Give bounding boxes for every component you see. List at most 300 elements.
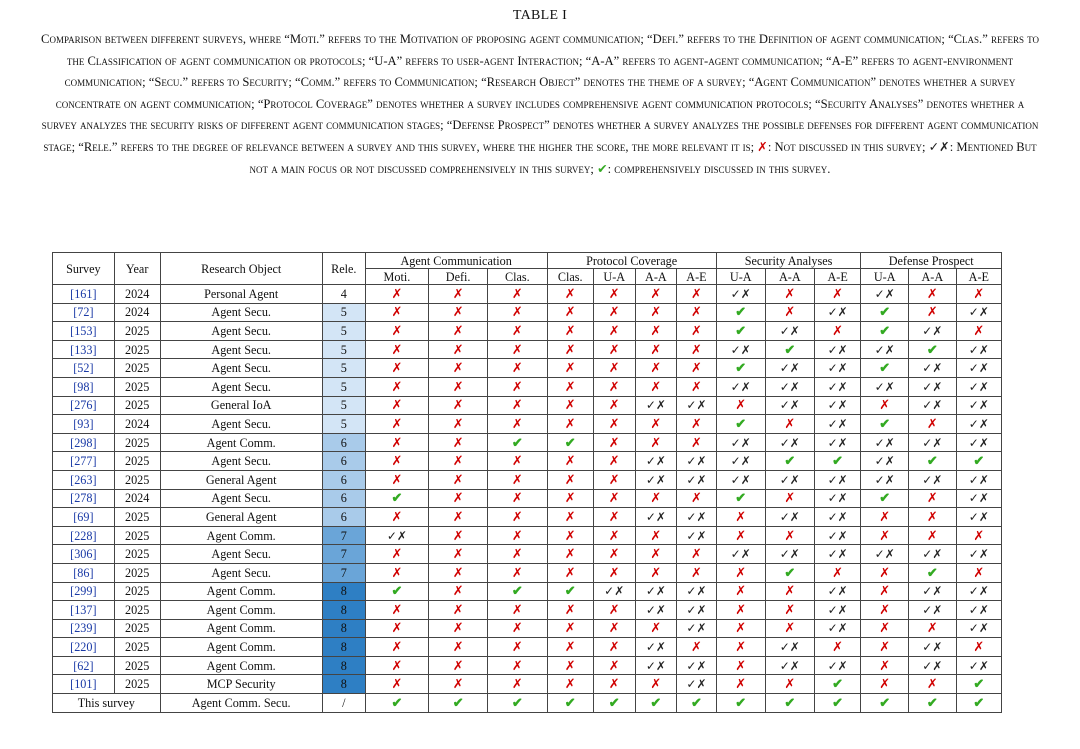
- comprehensive-mark: ✔: [511, 694, 523, 710]
- comprehensive-mark: ✔: [735, 490, 747, 506]
- mark-cell: [814, 545, 861, 564]
- not-discussed-mark: ✗: [832, 564, 844, 580]
- mark-cell: [547, 619, 593, 638]
- mark-cell: [429, 470, 488, 489]
- year-cell: 2025: [114, 322, 160, 341]
- mentioned-mark: ✓✗: [968, 416, 989, 431]
- mark-cell: [765, 508, 814, 527]
- not-discussed-mark: ✗: [926, 508, 938, 524]
- table-row: [53, 285, 1002, 304]
- survey-ref-link[interactable]: [133]: [53, 340, 115, 359]
- survey-ref-link[interactable]: [299]: [53, 582, 115, 601]
- not-discussed-mark: ✗: [391, 378, 403, 394]
- mentioned-mark: ✓✗: [686, 454, 707, 469]
- not-discussed-mark: ✗: [564, 508, 576, 524]
- comprehensive-mark: ✔: [926, 341, 938, 357]
- not-discussed-mark: ✗: [608, 341, 620, 357]
- not-discussed-mark: ✗: [391, 285, 403, 301]
- not-discussed-mark: ✗: [564, 378, 576, 394]
- mark-cell: [429, 694, 488, 713]
- table-caption: [40, 29, 1040, 180]
- rele-cell: 6: [322, 452, 365, 471]
- table-row: [53, 359, 1002, 378]
- mark-cell: [909, 285, 957, 304]
- survey-ref-link[interactable]: [62]: [53, 656, 115, 675]
- survey-ref-link[interactable]: [93]: [53, 415, 115, 434]
- mark-cell: [677, 303, 717, 322]
- year-cell: 2025: [114, 433, 160, 452]
- mentioned-mark: ✓✗: [922, 547, 943, 562]
- mark-cell: [488, 508, 547, 527]
- not-discussed-mark: ✗: [608, 285, 620, 301]
- not-discussed-mark: ✗: [391, 564, 403, 580]
- mark-cell: [956, 415, 1001, 434]
- rele-cell: 8: [322, 601, 365, 620]
- survey-ref-link[interactable]: [220]: [53, 638, 115, 657]
- not-discussed-mark: ✗: [564, 620, 576, 636]
- mark-cell: [365, 582, 428, 601]
- mark-cell: [488, 285, 547, 304]
- not-discussed-mark: ✗: [879, 508, 891, 524]
- mark-cell: [547, 526, 593, 545]
- mark-cell: [365, 656, 428, 675]
- rele-cell: 8: [322, 675, 365, 694]
- mentioned-mark: ✓✗: [968, 435, 989, 450]
- mentioned-mark: ✓✗: [779, 398, 800, 413]
- not-discussed-mark: ✗: [391, 434, 403, 450]
- mark-cell: [814, 470, 861, 489]
- mark-cell: [365, 619, 428, 638]
- not-discussed-mark: ✗: [608, 657, 620, 673]
- not-discussed-mark: ✗: [650, 564, 662, 580]
- not-discussed-mark: ✗: [452, 397, 464, 413]
- mentioned-mark: ✓✗: [645, 584, 666, 599]
- mentioned-mark: ✓✗: [645, 454, 666, 469]
- rele-cell: 6: [322, 508, 365, 527]
- mark-cell: [956, 322, 1001, 341]
- mark-cell: [909, 470, 957, 489]
- not-discussed-mark: ✗: [926, 676, 938, 692]
- mark-cell: [861, 508, 909, 527]
- not-discussed-mark: ✗: [511, 453, 523, 469]
- rele-cell: 4: [322, 285, 365, 304]
- rele-cell: 7: [322, 545, 365, 564]
- not-discussed-mark: ✗: [564, 490, 576, 506]
- mark-cell: [956, 285, 1001, 304]
- mark-cell: [365, 526, 428, 545]
- not-discussed-mark: ✗: [650, 378, 662, 394]
- table-row: [53, 415, 1002, 434]
- mark-cell: [956, 470, 1001, 489]
- not-discussed-mark: ✗: [735, 397, 747, 413]
- not-discussed-mark: ✗: [511, 639, 523, 655]
- mark-cell: [547, 433, 593, 452]
- mark-cell: [956, 601, 1001, 620]
- not-discussed-mark: ✗: [650, 304, 662, 320]
- year-cell: 2025: [114, 545, 160, 564]
- not-discussed-mark: ✗: [784, 601, 796, 617]
- survey-ref-link[interactable]: [72]: [53, 303, 115, 322]
- mark-cell: [677, 545, 717, 564]
- mentioned-mark: ✓✗: [922, 658, 943, 673]
- mark-cell: [429, 601, 488, 620]
- comparison-table: [52, 252, 1002, 713]
- mark-cell: [716, 526, 765, 545]
- not-discussed-mark: ✗: [650, 676, 662, 692]
- mark-cell: [488, 377, 547, 396]
- mark-cell: [765, 470, 814, 489]
- sub-a-e: A-E: [814, 269, 861, 285]
- comprehensive-mark: ✔: [608, 694, 620, 710]
- table-row: [53, 489, 1002, 508]
- not-discussed-mark: ✗: [735, 639, 747, 655]
- not-discussed-mark: ✗: [784, 527, 796, 543]
- mentioned-mark: ✓✗: [779, 640, 800, 655]
- mark-cell: [909, 377, 957, 396]
- survey-ref-link[interactable]: [153]: [53, 322, 115, 341]
- mark-cell: [956, 340, 1001, 359]
- not-discussed-mark: ✗: [452, 378, 464, 394]
- mentioned-mark: ✓✗: [779, 435, 800, 450]
- mark-cell: [861, 452, 909, 471]
- mentioned-mark: ✓✗: [827, 491, 848, 506]
- research-object-cell: General Agent: [160, 508, 322, 527]
- mark-cell: [677, 285, 717, 304]
- comprehensive-mark: ✔: [879, 415, 891, 431]
- not-discussed-mark: ✗: [973, 285, 985, 301]
- mentioned-mark: ✓✗: [686, 621, 707, 636]
- not-discussed-mark: ✗: [608, 564, 620, 580]
- mark-cell: [429, 563, 488, 582]
- survey-ref-link[interactable]: [298]: [53, 433, 115, 452]
- survey-ref-link[interactable]: [276]: [53, 396, 115, 415]
- comprehensive-mark: ✔: [926, 453, 938, 469]
- not-discussed-mark: ✗: [879, 601, 891, 617]
- not-discussed-mark: ✗: [511, 471, 523, 487]
- mentioned-mark: ✓✗: [827, 602, 848, 617]
- mark-cell: [635, 452, 677, 471]
- comprehensive-mark: ✔: [879, 490, 891, 506]
- mark-cell: [716, 303, 765, 322]
- not-discussed-mark: ✗: [452, 285, 464, 301]
- mentioned-mark: ✓✗: [779, 509, 800, 524]
- survey-ref-link[interactable]: [277]: [53, 452, 115, 471]
- mentioned-mark: ✓✗: [968, 602, 989, 617]
- mark-cell: [593, 377, 635, 396]
- not-discussed-mark: ✗: [391, 639, 403, 655]
- mark-cell: [814, 638, 861, 657]
- survey-ref-link[interactable]: [86]: [53, 563, 115, 582]
- not-discussed-mark: ✗: [511, 322, 523, 338]
- mark-cell: [716, 638, 765, 657]
- mark-cell: [909, 508, 957, 527]
- rele-cell: /: [322, 694, 365, 713]
- comprehensive-mark: ✔: [973, 453, 985, 469]
- mark-cell: [635, 675, 677, 694]
- mentioned-mark: ✓✗: [968, 547, 989, 562]
- mark-cell: [909, 526, 957, 545]
- mark-cell: [635, 508, 677, 527]
- year-cell: 2025: [114, 638, 160, 657]
- comprehensive-mark: ✔: [784, 341, 796, 357]
- mark-cell: [677, 582, 717, 601]
- research-object-cell: Agent Secu.: [160, 415, 322, 434]
- mark-cell: [814, 526, 861, 545]
- not-discussed-mark: ✗: [784, 620, 796, 636]
- table-row: [53, 675, 1002, 694]
- not-discussed-mark: ✗: [452, 434, 464, 450]
- mark-cell: [814, 582, 861, 601]
- mark-cell: [547, 340, 593, 359]
- mark-cell: [365, 601, 428, 620]
- mark-cell: [716, 415, 765, 434]
- sub-a-a: A-A: [909, 269, 957, 285]
- not-discussed-mark: ✗: [926, 285, 938, 301]
- survey-ref-link[interactable]: [137]: [53, 601, 115, 620]
- mark-cell: [861, 582, 909, 601]
- mark-cell: [956, 377, 1001, 396]
- mark-cell: [861, 396, 909, 415]
- not-discussed-mark: ✗: [608, 471, 620, 487]
- mark-cell: [765, 303, 814, 322]
- mark-cell: [677, 396, 717, 415]
- mark-cell: [635, 470, 677, 489]
- mark-cell: [909, 303, 957, 322]
- mark-cell: [429, 545, 488, 564]
- mark-cell: [861, 489, 909, 508]
- mark-cell: [635, 322, 677, 341]
- not-discussed-mark: ✗: [511, 546, 523, 562]
- mark-cell: [956, 619, 1001, 638]
- mark-cell: [956, 396, 1001, 415]
- not-discussed-mark: ✗: [564, 657, 576, 673]
- mark-cell: [956, 675, 1001, 694]
- not-discussed-mark: ✗: [973, 527, 985, 543]
- rele-cell: 5: [322, 340, 365, 359]
- not-discussed-mark: ✗: [452, 657, 464, 673]
- mentioned-mark: ✓✗: [874, 342, 895, 357]
- mark-cell: [365, 489, 428, 508]
- mark-cell: [365, 545, 428, 564]
- mentioned-mark: ✓✗: [645, 472, 666, 487]
- mark-cell: [365, 359, 428, 378]
- comprehensive-mark: ✔: [650, 694, 662, 710]
- mentioned-mark: ✓✗: [827, 584, 848, 599]
- col-rele: Rele.: [322, 253, 365, 285]
- mark-cell: [488, 489, 547, 508]
- mentioned-mark: ✓✗: [686, 528, 707, 543]
- not-discussed-mark: ✗: [391, 341, 403, 357]
- not-discussed-mark: ✗: [511, 657, 523, 673]
- mark-cell: [765, 638, 814, 657]
- mark-cell: [814, 619, 861, 638]
- year-cell: 2025: [114, 470, 160, 489]
- mark-cell: [593, 322, 635, 341]
- comprehensive-mark: ✔: [926, 564, 938, 580]
- mark-cell: [677, 638, 717, 657]
- year-cell: 2025: [114, 508, 160, 527]
- year-cell: 2025: [114, 452, 160, 471]
- mark-cell: [677, 675, 717, 694]
- not-discussed-mark: ✗: [452, 360, 464, 376]
- sub-u-a: U-A: [861, 269, 909, 285]
- mark-cell: [814, 656, 861, 675]
- not-discussed-mark: ✗: [608, 490, 620, 506]
- not-discussed-mark: ✗: [735, 527, 747, 543]
- research-object-cell: Agent Secu.: [160, 545, 322, 564]
- mark-cell: [909, 563, 957, 582]
- not-discussed-mark: ✗: [608, 620, 620, 636]
- not-discussed-mark: ✗: [650, 415, 662, 431]
- not-discussed-mark: ✗: [608, 397, 620, 413]
- year-cell: 2025: [114, 526, 160, 545]
- mark-cell: [593, 452, 635, 471]
- mark-cell: [488, 675, 547, 694]
- not-discussed-mark: ✗: [784, 304, 796, 320]
- rele-cell: 5: [322, 322, 365, 341]
- mark-cell: [765, 359, 814, 378]
- not-discussed-mark: ✗: [391, 676, 403, 692]
- mark-cell: [716, 340, 765, 359]
- sub-a-e: A-E: [677, 269, 717, 285]
- table-row: [53, 638, 1002, 657]
- mark-cell: [814, 601, 861, 620]
- survey-ref-link[interactable]: [278]: [53, 489, 115, 508]
- mark-cell: [593, 619, 635, 638]
- sub-defi: Defi.: [429, 269, 488, 285]
- not-discussed-mark: ✗: [452, 620, 464, 636]
- mark-cell: [956, 526, 1001, 545]
- rele-cell: 8: [322, 619, 365, 638]
- mentioned-mark: ✓✗: [922, 602, 943, 617]
- not-discussed-mark: ✗: [511, 490, 523, 506]
- mentioned-mark: ✓✗: [686, 584, 707, 599]
- not-discussed-mark: ✗: [735, 676, 747, 692]
- survey-ref-link[interactable]: [161]: [53, 285, 115, 304]
- survey-ref-link[interactable]: [69]: [53, 508, 115, 527]
- mentioned-mark: ✓✗: [968, 472, 989, 487]
- comprehensive-mark: ✔: [735, 415, 747, 431]
- mark-cell: [547, 322, 593, 341]
- mentioned-mark: ✓✗: [827, 305, 848, 320]
- caption-text: : comprehensively discussed in this survey.: [607, 161, 831, 176]
- rele-cell: 8: [322, 582, 365, 601]
- survey-ref-link[interactable]: [101]: [53, 675, 115, 694]
- mark-cell: [635, 601, 677, 620]
- mentioned-mark: ✓✗: [730, 472, 751, 487]
- not-discussed-mark: ✗: [564, 360, 576, 376]
- mentioned-mark: ✓✗: [730, 547, 751, 562]
- mark-cell: [488, 433, 547, 452]
- not-discussed-mark: ✗: [452, 546, 464, 562]
- mark-cell: [488, 526, 547, 545]
- mark-cell: [593, 563, 635, 582]
- research-object-cell: Agent Comm. Secu.: [160, 694, 322, 713]
- mark-cell: [547, 656, 593, 675]
- mentioned-mark: ✓✗: [604, 584, 625, 599]
- mark-cell: [716, 322, 765, 341]
- not-discussed-mark: ✗: [391, 508, 403, 524]
- not-discussed-mark: ✗: [650, 527, 662, 543]
- year-cell: 2024: [114, 285, 160, 304]
- mark-cell: [814, 433, 861, 452]
- survey-ref-link[interactable]: [52]: [53, 359, 115, 378]
- mark-cell: [429, 489, 488, 508]
- year-cell: 2025: [114, 582, 160, 601]
- mark-cell: [677, 489, 717, 508]
- table-row: [53, 582, 1002, 601]
- not-discussed-mark: ✗: [511, 341, 523, 357]
- not-discussed-mark: ✗: [784, 415, 796, 431]
- not-discussed-mark: ✗: [391, 620, 403, 636]
- survey-ref-link[interactable]: [263]: [53, 470, 115, 489]
- not-discussed-mark: ✗: [690, 564, 702, 580]
- survey-ref-link[interactable]: [239]: [53, 619, 115, 638]
- not-discussed-mark: ✗: [511, 285, 523, 301]
- mark-cell: [677, 470, 717, 489]
- mark-cell: [716, 619, 765, 638]
- mentioned-mark: ✓✗: [922, 640, 943, 655]
- mark-cell: [593, 489, 635, 508]
- mentioned-mark: ✓✗: [779, 658, 800, 673]
- mentioned-mark: ✓✗: [874, 286, 895, 301]
- mark-cell: [765, 656, 814, 675]
- mark-cell: [861, 377, 909, 396]
- not-discussed-mark: ✗: [564, 527, 576, 543]
- rele-cell: 5: [322, 396, 365, 415]
- mark-cell: [635, 377, 677, 396]
- mentioned-mark: ✓✗: [645, 602, 666, 617]
- comprehensive-mark: ✔: [391, 583, 403, 599]
- mark-cell: [677, 377, 717, 396]
- research-object-cell: Agent Secu.: [160, 340, 322, 359]
- group-protocol-coverage: Protocol Coverage: [547, 253, 716, 269]
- mark-cell: [956, 303, 1001, 322]
- mark-cell: [765, 377, 814, 396]
- not-discussed-mark: ✗: [511, 378, 523, 394]
- survey-ref-link[interactable]: [228]: [53, 526, 115, 545]
- mark-cell: [429, 508, 488, 527]
- mark-cell: [716, 601, 765, 620]
- mentioned-mark: ✓✗: [645, 658, 666, 673]
- mark-cell: [861, 322, 909, 341]
- not-discussed-mark: ✗: [784, 676, 796, 692]
- mark-cell: [765, 675, 814, 694]
- mark-cell: [861, 415, 909, 434]
- mark-cell: [861, 470, 909, 489]
- mentioned-mark: ✓✗: [874, 454, 895, 469]
- not-discussed-mark: ✗: [832, 322, 844, 338]
- not-discussed-mark: ✗: [564, 564, 576, 580]
- mark-cell: [814, 322, 861, 341]
- mark-cell: [814, 489, 861, 508]
- research-object-cell: Agent Secu.: [160, 452, 322, 471]
- mentioned-mark: ✓✗: [827, 509, 848, 524]
- mentioned-mark: ✓✗: [827, 621, 848, 636]
- survey-ref-link[interactable]: [98]: [53, 377, 115, 396]
- rele-cell: 8: [322, 656, 365, 675]
- mark-cell: [593, 601, 635, 620]
- mentioned-mark: ✓✗: [645, 640, 666, 655]
- mark-cell: [765, 489, 814, 508]
- comprehensive-mark: ✔: [973, 676, 985, 692]
- mark-cell: [909, 340, 957, 359]
- survey-ref-link[interactable]: [306]: [53, 545, 115, 564]
- mentioned-mark: ✓✗: [922, 379, 943, 394]
- caption-symbol: ✗: [757, 139, 768, 154]
- mark-cell: [861, 656, 909, 675]
- mark-cell: [716, 656, 765, 675]
